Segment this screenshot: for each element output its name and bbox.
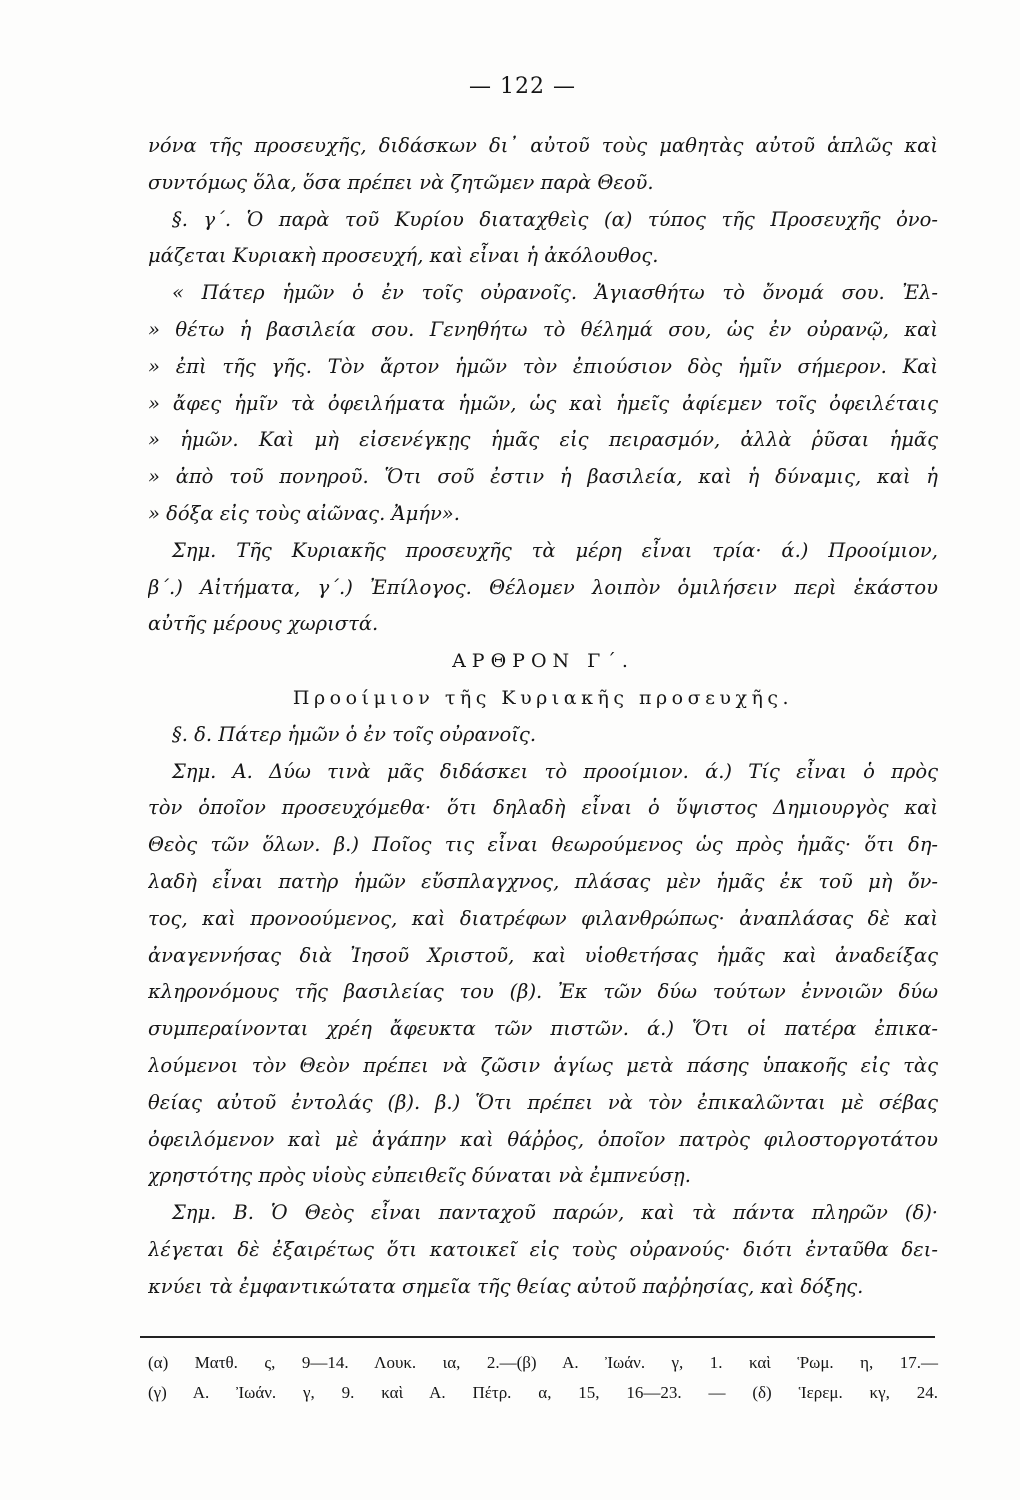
- text-line: χρηστότης πρὸς υἱοὺς εὐπειθεῖς δύναται νὰ ἐμπνεύσῃ.: [148, 1164, 691, 1188]
- text-line: β΄.) Αἰτήματα, γ΄.) Ἐπίλογος. Θέλομεν λοιπὸν ὁμιλήσειν περὶ ἑκάστου: [148, 575, 938, 599]
- footnote-line: (γ) Α. Ἰωάν. γ, 9. καὶ Α. Πέτρ. α, 15, 16—23. — (δ) Ἱερεμ. κγ, 24.: [148, 1383, 938, 1402]
- text-line: μάζεται Κυριακὴ προσευχή, καὶ εἶναι ἡ ἀκόλουθος.: [148, 244, 659, 268]
- text-line: ἀναγεννήσας διὰ Ἰησοῦ Χριστοῦ, καὶ υἱοθετήσας ἡμᾶς καὶ ἀναδείξας: [148, 943, 938, 967]
- text-line: » ἄφες ἡμῖν τὰ ὀφειλήματα ἡμῶν, ὡς καὶ ἡμεῖς ἀφίεμεν τοῖς ὀφειλέταις: [148, 391, 938, 415]
- text-line: » θέτω ἡ βασιλεία σου. Γενηθήτω τὸ θέλημά σου, ὡς ἐν οὐρανῷ, καὶ: [148, 317, 938, 341]
- footnotes: [148, 1348, 938, 1408]
- text-line: ὀφειλόμενον καὶ μὲ ἀγάπην καὶ θάῤῥος, ὁποῖον πατρὸς φιλοστοργοτάτου: [148, 1127, 938, 1151]
- text-line: « Πάτερ ἡμῶν ὁ ἐν τοῖς οὐρανοῖς. Ἁγιασθήτω τὸ ὄνομά σου. Ἐλ-: [172, 281, 938, 305]
- text-line: » ἡμῶν. Καὶ μὴ εἰσενέγκῃς ἡμᾶς εἰς πειρασμόν, ἀλλὰ ῥῦσαι ἡμᾶς: [148, 428, 938, 452]
- text-line: λέγεται δὲ ἐξαιρέτως ὅτι κατοικεῖ εἰς τοὺς οὐρανούς· διότι ἐνταῦθα δει-: [148, 1237, 938, 1261]
- text-line: τος, καὶ προνοούμενος, καὶ διατρέφων φιλανθρώπως· ἀναπλάσας δὲ καὶ: [148, 906, 938, 930]
- text-line: συντόμως ὅλα, ὅσα πρέπει νὰ ζητῶμεν παρὰ Θεοῦ.: [148, 170, 654, 194]
- text-line: νόνα τῆς προσευχῆς, διδάσκων δι᾿ αὐτοῦ τοὺς μαθητὰς αὐτοῦ ἁπλῶς καὶ: [148, 134, 938, 157]
- text-line: τὸν ὁποῖον προσευχόμεθα· ὅτι δηλαδὴ εἶναι ὁ ὕψιστος Δημιουργὸς καὶ: [148, 796, 938, 820]
- text-line: κνύει τὰ ἐμφαντικώτατα σημεῖα τῆς θείας αὐτοῦ παῤῥησίας, καὶ δόξης.: [148, 1274, 864, 1298]
- text-line: §. δ. Πάτερ ἡμῶν ὁ ἐν τοῖς οὐρανοῖς.: [172, 722, 537, 746]
- text-line: » ἐπὶ τῆς γῆς. Τὸν ἄρτον ἡμῶν τὸν ἐπιούσιον δὸς ἡμῖν σήμερον. Καὶ: [148, 354, 938, 378]
- text-line: συμπεραίνονται χρέη ἄφευκτα τῶν πιστῶν. ά.) Ὅτι οἱ πατέρα ἐπικα-: [148, 1017, 938, 1041]
- text-line: » ἀπὸ τοῦ πονηροῦ. Ὅτι σοῦ ἐστιν ἡ βασιλεία, καὶ ἡ δύναμις, καὶ ἡ: [148, 465, 938, 489]
- article-heading: ΑΡΘΡΟΝ Γ΄.: [452, 650, 634, 673]
- text-line: κληρονόμους τῆς βασιλείας του (β). Ἐκ τῶν δύω τούτων ἐννοιῶν δύω: [148, 980, 938, 1004]
- text-line: αὐτῆς μέρους χωριστά.: [148, 612, 379, 636]
- text-line: Σημ. Β. Ὁ Θεὸς εἶναι πανταχοῦ παρών, καὶ τὰ πάντα πληρῶν (δ)·: [172, 1201, 938, 1225]
- section-heading: Προοίμιον τῆς Κυριακῆς προσευχῆς.: [292, 686, 794, 709]
- text-line: Σημ. Α. Δύω τινὰ μᾶς διδάσκει τὸ προοίμιον. ά.) Τίς εἶναι ὁ πρὸς: [172, 759, 938, 783]
- text-line: λαδὴ εἶναι πατὴρ ἡμῶν εὔσπλαγχνος, πλάσας μὲν ἡμᾶς ἐκ τοῦ μὴ ὄν-: [148, 869, 938, 893]
- main-text: [148, 128, 938, 1306]
- text-line: Θεὸς τῶν ὅλων. β.) Ποῖος τις εἶναι θεωρούμενος ὡς πρὸς ἡμᾶς· ὅτι δη-: [148, 833, 938, 857]
- footnote-rule: [140, 1336, 935, 1338]
- text-line: Σημ. Τῆς Κυριακῆς προσευχῆς τὰ μέρη εἶναι τρία· ά.) Προοίμιον,: [172, 538, 938, 562]
- footnote-line: (α) Ματθ. ς, 9—14. Λουκ. ια, 2.—(β) Α. Ἰωάν. γ, 1. καὶ Ῥωμ. η, 17.—: [148, 1353, 938, 1372]
- text-line: λούμενοι τὸν Θεὸν πρέπει νὰ ζῶσιν ἁγίως μετὰ πάσης ὑπακοῆς εἰς τὰς: [148, 1053, 938, 1077]
- text-line: §. γ΄. Ὁ παρὰ τοῦ Κυρίου διαταχθεὶς (α) τύπος τῆς Προσευχῆς ὀνο-: [172, 207, 938, 231]
- page-number: — 122 —: [469, 74, 576, 99]
- text-line: θείας αὐτοῦ ἐντολάς (β). β.) Ὅτι πρέπει νὰ τὸν ἐπικαλῶνται μὲ σέβας: [148, 1090, 938, 1114]
- text-line: » δόξα εἰς τοὺς αἰῶνας. Ἀμήν».: [148, 501, 460, 525]
